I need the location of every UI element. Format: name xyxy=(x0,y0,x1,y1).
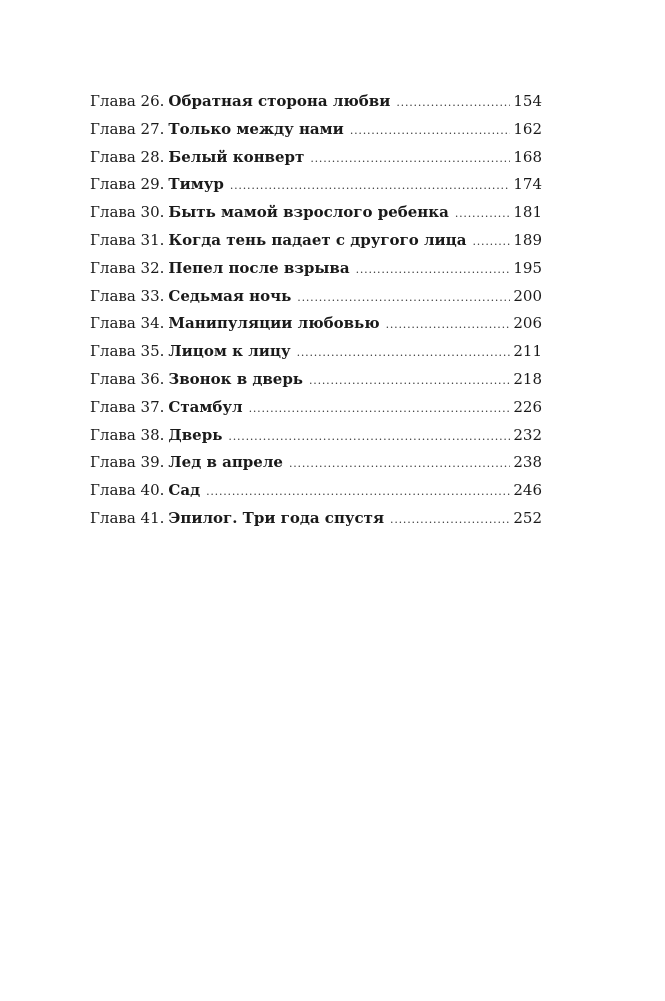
chapter-number: Глава 39. xyxy=(90,453,165,472)
dot-leader xyxy=(356,263,511,276)
dot-leader xyxy=(206,485,510,498)
dot-leader xyxy=(350,124,511,137)
chapter-title: Сад xyxy=(168,481,201,500)
toc-entry xyxy=(90,287,542,315)
chapter-number: Глава 26. xyxy=(90,92,165,110)
page-number: 246 xyxy=(513,481,542,500)
toc-entry xyxy=(90,92,542,120)
toc-entry xyxy=(90,398,542,426)
dot-leader xyxy=(289,457,510,470)
chapter-title: Тимур xyxy=(168,175,224,194)
chapter-number: Глава 34. xyxy=(90,314,165,333)
chapter-title: Лед в апреле xyxy=(168,453,283,472)
toc-entry xyxy=(90,120,542,148)
toc-entry xyxy=(90,203,542,231)
chapter-number: Глава 31. xyxy=(90,230,165,249)
toc-entry xyxy=(90,481,542,509)
chapter-title: Только между нами xyxy=(168,119,344,138)
chapter-title: Когда тень падает с другого лица xyxy=(168,230,467,249)
page-number: 200 xyxy=(513,286,542,305)
page-number: 174 xyxy=(513,175,542,194)
dot-leader xyxy=(310,152,510,165)
chapter-title: Стамбул xyxy=(168,397,243,416)
toc-entry xyxy=(90,453,542,481)
toc-entry xyxy=(90,314,542,342)
dot-leader xyxy=(297,291,510,304)
toc-entry xyxy=(90,259,542,287)
chapter-number: Глава 37. xyxy=(90,397,165,416)
chapter-title: Звонок в дверь xyxy=(168,369,303,388)
dot-leader xyxy=(309,374,510,387)
chapter-title: Пепел после взрыва xyxy=(168,258,350,277)
toc-entry xyxy=(90,175,542,203)
page-number: 181 xyxy=(513,203,542,222)
page-number: 226 xyxy=(513,397,542,416)
toc-entry xyxy=(90,231,542,259)
page-number: 218 xyxy=(513,369,542,388)
chapter-title: Обратная сторона любви xyxy=(168,92,391,110)
chapter-title: Эпилог. Три года спустя xyxy=(168,508,385,527)
page-number: 206 xyxy=(513,314,542,333)
dot-leader xyxy=(390,513,510,526)
dot-leader xyxy=(386,318,511,331)
toc-entry xyxy=(90,370,542,398)
chapter-number: Глава 36. xyxy=(90,369,165,388)
page-number: 195 xyxy=(513,258,542,277)
chapter-title: Дверь xyxy=(168,425,223,444)
page-number: 162 xyxy=(513,119,542,138)
dot-leader xyxy=(455,207,511,220)
page-number: 211 xyxy=(513,342,542,361)
page-number: 252 xyxy=(513,508,542,527)
table-of-contents xyxy=(90,92,542,537)
dot-leader xyxy=(396,96,510,109)
chapter-title: Быть мамой взрослого ребенка xyxy=(168,203,449,222)
dot-leader xyxy=(472,235,510,248)
dot-leader xyxy=(228,430,510,443)
page-number: 168 xyxy=(513,147,542,166)
dot-leader xyxy=(297,346,511,359)
chapter-number: Глава 29. xyxy=(90,175,165,194)
chapter-title: Лицом к лицу xyxy=(168,342,291,361)
dot-leader xyxy=(249,402,511,415)
toc-entry xyxy=(90,148,542,176)
toc-entry xyxy=(90,342,542,370)
chapter-title: Седьмая ночь xyxy=(168,286,292,305)
toc-entry xyxy=(90,426,542,454)
chapter-number: Глава 27. xyxy=(90,119,165,138)
dot-leader xyxy=(230,179,511,192)
page-number: 238 xyxy=(513,453,542,472)
chapter-number: Глава 35. xyxy=(90,342,165,361)
page-number: 154 xyxy=(513,92,542,110)
page-number: 189 xyxy=(513,230,542,249)
chapter-number: Глава 38. xyxy=(90,425,165,444)
page-number: 232 xyxy=(513,425,542,444)
chapter-number: Глава 41. xyxy=(90,508,165,527)
toc-entry xyxy=(90,509,542,537)
chapter-title: Манипуляции любовью xyxy=(168,314,380,333)
chapter-number: Глава 28. xyxy=(90,147,165,166)
chapter-number: Глава 32. xyxy=(90,258,165,277)
chapter-number: Глава 30. xyxy=(90,203,165,222)
chapter-number: Глава 33. xyxy=(90,286,165,305)
chapter-title: Белый конверт xyxy=(168,147,305,166)
chapter-number: Глава 40. xyxy=(90,481,165,500)
